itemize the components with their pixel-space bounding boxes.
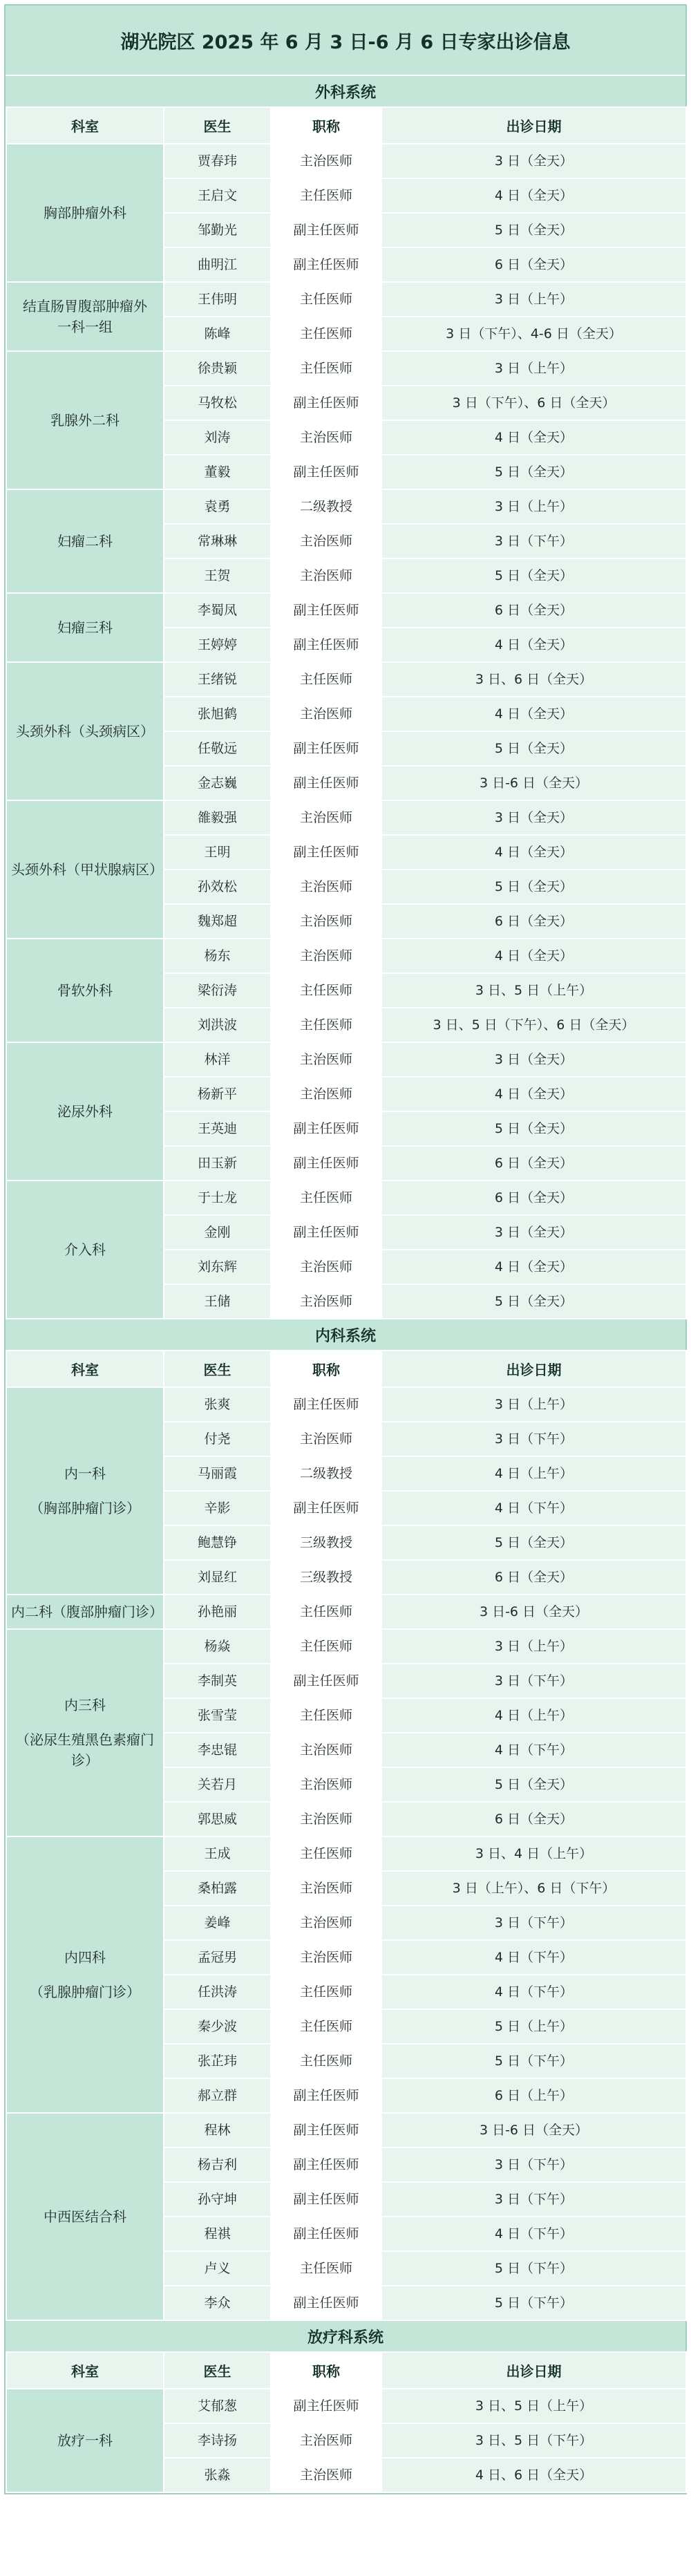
doctor-name: 金刚	[164, 1215, 271, 1250]
header-row	[6, 1351, 686, 1387]
doctor-title: 主任医师	[271, 1181, 381, 1215]
clinic-date: 3 日、5 日（上午）	[381, 973, 686, 1008]
doctor-name: 曲明江	[164, 247, 271, 282]
clinic-date: 4 日（全天）	[381, 939, 686, 973]
doctor-title: 主治医师	[271, 800, 381, 835]
date-header: 出诊日期	[381, 2352, 686, 2389]
clinic-date: 3 日、5 日（下午）	[381, 2423, 686, 2458]
doctor-title: 副主任医师	[271, 593, 381, 628]
doctor-title: 副主任医师	[271, 1146, 381, 1181]
doctor-title: 主任医师	[271, 662, 381, 697]
clinic-date: 4 日（全天）	[381, 628, 686, 662]
department-cell	[6, 1042, 164, 1181]
doctor-name: 魏郑超	[164, 904, 271, 939]
doctor-title: 主治医师	[271, 524, 381, 558]
department-cell	[6, 2113, 164, 2320]
department-name-line: 头颈外科（头颈病区）	[16, 723, 154, 740]
clinic-date: 6 日（全天）	[381, 1146, 686, 1181]
doctor-title: 主任医师	[271, 2044, 381, 2078]
page-title: 湖光院区 2025 年 6 月 3 日-6 月 6 日专家出诊信息	[6, 6, 685, 76]
clinic-date: 5 日（全天）	[381, 558, 686, 593]
clinic-date: 3 日（全天）	[381, 1042, 686, 1077]
clinic-date: 4 日（下午）	[381, 2217, 686, 2251]
schedule-table	[6, 2351, 687, 2493]
doctor-name: 王英迪	[164, 1111, 271, 1146]
clinic-date: 4 日（下午）	[381, 1733, 686, 1767]
department-name-line: 内三科	[64, 1697, 106, 1713]
doctor-title: 副主任医师	[271, 731, 381, 766]
section-header: 放疗科系统	[6, 2321, 685, 2351]
doctor-name: 郝立群	[164, 2078, 271, 2113]
doctor-title: 副主任医师	[271, 2147, 381, 2182]
doctor-name: 邹勤光	[164, 213, 271, 247]
section-header: 外科系统	[6, 76, 685, 106]
doctor-title: 副主任医师	[271, 1387, 381, 1422]
clinic-date: 5 日（全天）	[381, 455, 686, 489]
table-row	[6, 351, 686, 386]
department-name-line: 骨软外科	[57, 982, 113, 999]
department-cell	[6, 1181, 164, 1319]
doctor-title: 主治医师	[271, 144, 381, 178]
clinic-date: 6 日（全天）	[381, 1181, 686, 1215]
doctor-name: 金志巍	[164, 766, 271, 800]
doctor-name: 姜峰	[164, 1906, 271, 1940]
doctor-name: 马牧松	[164, 386, 271, 420]
department-cell	[6, 1387, 164, 1595]
doctor-title: 主治医师	[271, 1802, 381, 1836]
department-name-line: 内一科	[64, 1465, 106, 1482]
doctor-name: 徐贵颖	[164, 351, 271, 386]
clinic-date: 5 日（上午）	[381, 2009, 686, 2044]
department-name-line: 泌尿外科	[57, 1103, 113, 1120]
doctor-title: 主治医师	[271, 1871, 381, 1906]
doctor-name: 杨东	[164, 939, 271, 973]
department-name-line: （乳腺肿瘤门诊）	[30, 1984, 140, 2000]
doctor-title: 主任医师	[271, 351, 381, 386]
clinic-date: 6 日（全天）	[381, 1560, 686, 1595]
department-name-line: 结直肠胃腹部肿瘤外	[23, 298, 147, 314]
department-name-line: 妇瘤二科	[57, 533, 113, 549]
clinic-date: 3 日（下午）	[381, 524, 686, 558]
clinic-date: 4 日（全天）	[381, 1250, 686, 1284]
doctor-name: 刘洪波	[164, 1008, 271, 1042]
doctor-title: 三级教授	[271, 1560, 381, 1595]
doctor-title: 主治医师	[271, 558, 381, 593]
table-row	[6, 593, 686, 628]
doctor-name: 艾郁葱	[164, 2389, 271, 2423]
doctor-name: 王婷婷	[164, 628, 271, 662]
doctor-name: 王储	[164, 1284, 271, 1319]
table-row	[6, 144, 686, 178]
doctor-title: 二级教授	[271, 1456, 381, 1491]
doctor-name: 程林	[164, 2113, 271, 2147]
clinic-date: 3 日、6 日（全天）	[381, 662, 686, 697]
doctor-name: 陈峰	[164, 317, 271, 351]
doctor-name: 卢义	[164, 2251, 271, 2286]
table-row	[6, 800, 686, 835]
clinic-date: 4 日（全天）	[381, 835, 686, 869]
doctor-name: 杨吉利	[164, 2147, 271, 2182]
doctor-name: 王伟明	[164, 282, 271, 317]
clinic-date: 3 日（上午）	[381, 1629, 686, 1664]
clinic-date: 6 日（上午）	[381, 2078, 686, 2113]
doctor-title: 主治医师	[271, 1284, 381, 1319]
clinic-date: 3 日（下午）、4-6 日（全天）	[381, 317, 686, 351]
doctor-name: 王贺	[164, 558, 271, 593]
clinic-date: 3 日-6 日（全天）	[381, 1595, 686, 1629]
doctor-name: 王启文	[164, 178, 271, 213]
doctor-title: 副主任医师	[271, 2182, 381, 2217]
doctor-title: 副主任医师	[271, 1215, 381, 1250]
doctor-name: 于士龙	[164, 1181, 271, 1215]
schedule-page	[4, 4, 687, 2494]
clinic-date: 3 日（下午）	[381, 2147, 686, 2182]
doctor-name: 王成	[164, 1836, 271, 1871]
clinic-date: 5 日（全天）	[381, 1111, 686, 1146]
doctor-title: 副主任医师	[271, 2078, 381, 2113]
department-name-line: 头颈外科（甲状腺病区）	[11, 861, 163, 878]
sections-container	[6, 76, 685, 2493]
doctor-title: 主治医师	[271, 1767, 381, 1802]
department-name-line: 胸部肿瘤外科	[44, 205, 126, 221]
clinic-date: 3 日（上午）	[381, 351, 686, 386]
clinic-date: 4 日（上午）	[381, 1698, 686, 1733]
doctor-name: 张旭鹤	[164, 697, 271, 731]
clinic-date: 3 日（全天）	[381, 1215, 686, 1250]
doctor-name: 杨新平	[164, 1077, 271, 1111]
doctor-title: 二级教授	[271, 489, 381, 524]
clinic-date: 4 日（上午）	[381, 1456, 686, 1491]
doctor-name: 孙守坤	[164, 2182, 271, 2217]
clinic-date: 6 日（全天）	[381, 247, 686, 282]
doctor-title: 主治医师	[271, 869, 381, 904]
doctor-name: 鲍慧铮	[164, 1525, 271, 1560]
department-name-line: （胸部肿瘤门诊）	[30, 1500, 140, 1516]
doctor-title: 主任医师	[271, 282, 381, 317]
doctor-title: 副主任医师	[271, 1491, 381, 1525]
clinic-date: 5 日（全天）	[381, 731, 686, 766]
doctor-name: 关若月	[164, 1767, 271, 1802]
table-row	[6, 662, 686, 697]
clinic-date: 4 日（下午）	[381, 1491, 686, 1525]
doctor-title: 主任医师	[271, 2009, 381, 2044]
department-name-line: 一科一组	[57, 319, 113, 335]
clinic-date: 5 日（全天）	[381, 1525, 686, 1560]
doctor-name: 袁勇	[164, 489, 271, 524]
department-cell	[6, 800, 164, 939]
clinic-date: 3 日（全天）	[381, 800, 686, 835]
doctor-title: 副主任医师	[271, 835, 381, 869]
doctor-name: 田玉新	[164, 1146, 271, 1181]
table-row	[6, 1181, 686, 1215]
doctor-name: 任敬远	[164, 731, 271, 766]
doctor-title: 主任医师	[271, 1629, 381, 1664]
doctor-title: 主治医师	[271, 1042, 381, 1077]
doctor-name: 郭思威	[164, 1802, 271, 1836]
clinic-date: 4 日（全天）	[381, 178, 686, 213]
table-row	[6, 282, 686, 317]
doctor-title: 主治医师	[271, 1422, 381, 1456]
department-name-line: 中西医结合科	[44, 2208, 126, 2225]
clinic-date: 3 日（下午）、6 日（全天）	[381, 386, 686, 420]
clinic-date: 5 日（下午）	[381, 2044, 686, 2078]
department-cell	[6, 282, 164, 351]
department-cell	[6, 939, 164, 1042]
clinic-date: 3 日（全天）	[381, 144, 686, 178]
department-name-line: 乳腺外二科	[50, 412, 120, 429]
department-name-line: 内二科（腹部肿瘤门诊）	[11, 1604, 163, 1620]
clinic-date: 3 日（下午）	[381, 1664, 686, 1698]
doctor-title: 主任医师	[271, 178, 381, 213]
doctor-name: 桑柏露	[164, 1871, 271, 1906]
clinic-date: 5 日（全天）	[381, 869, 686, 904]
dept-header: 科室	[6, 2352, 164, 2389]
doctor-title: 主任医师	[271, 1836, 381, 1871]
doctor-name: 雒毅强	[164, 800, 271, 835]
doctor-name: 林洋	[164, 1042, 271, 1077]
doctor-name: 董毅	[164, 455, 271, 489]
doctor-name: 王明	[164, 835, 271, 869]
department-cell	[6, 662, 164, 800]
doctor-title: 主治医师	[271, 2423, 381, 2458]
department-cell	[6, 144, 164, 282]
clinic-date: 5 日（全天）	[381, 1767, 686, 1802]
doctor-name: 李忠锟	[164, 1733, 271, 1767]
dept-header: 科室	[6, 1351, 164, 1387]
doctor-name: 王绪锐	[164, 662, 271, 697]
doctor-title: 副主任医师	[271, 628, 381, 662]
doctor-title: 主任医师	[271, 1698, 381, 1733]
doctor-title: 主任医师	[271, 2251, 381, 2286]
title-header: 职称	[271, 107, 381, 144]
clinic-date: 5 日（下午）	[381, 2251, 686, 2286]
clinic-date: 6 日（全天）	[381, 593, 686, 628]
doctor-name: 马丽霞	[164, 1456, 271, 1491]
doctor-name: 刘东辉	[164, 1250, 271, 1284]
doctor-name: 梁衍涛	[164, 973, 271, 1008]
clinic-date: 3 日（下午）	[381, 1906, 686, 1940]
table-row	[6, 1629, 686, 1664]
doctor-name: 孟冠男	[164, 1940, 271, 1975]
clinic-date: 5 日（全天）	[381, 213, 686, 247]
doctor-name: 杨焱	[164, 1629, 271, 1664]
doctor-name: 李诗扬	[164, 2423, 271, 2458]
doctor-title: 主治医师	[271, 1733, 381, 1767]
table-row	[6, 1387, 686, 1422]
doctor-name: 程祺	[164, 2217, 271, 2251]
doctor-title: 副主任医师	[271, 213, 381, 247]
department-cell	[6, 1629, 164, 1836]
doctor-name: 李众	[164, 2286, 271, 2320]
doctor-title: 副主任医师	[271, 1111, 381, 1146]
doctor-title: 副主任医师	[271, 766, 381, 800]
table-row	[6, 1595, 686, 1629]
department-name-line: 介入科	[64, 1241, 106, 1258]
clinic-date: 3 日（上午）、6 日（下午）	[381, 1871, 686, 1906]
department-cell	[6, 1595, 164, 1629]
clinic-date: 4 日（下午）	[381, 1940, 686, 1975]
doctor-title: 主治医师	[271, 939, 381, 973]
doctor-name: 刘涛	[164, 420, 271, 455]
department-cell	[6, 351, 164, 489]
clinic-date: 4 日（全天）	[381, 697, 686, 731]
doctor-title: 副主任医师	[271, 386, 381, 420]
section-header: 内科系统	[6, 1319, 685, 1350]
doctor-header: 医生	[164, 1351, 271, 1387]
doctor-title: 副主任医师	[271, 2217, 381, 2251]
doctor-header: 医生	[164, 107, 271, 144]
doctor-title: 副主任医师	[271, 1664, 381, 1698]
doctor-title: 主治医师	[271, 1906, 381, 1940]
doctor-title: 主任医师	[271, 317, 381, 351]
department-name-line: 放疗一科	[57, 2432, 113, 2449]
clinic-date: 3 日、4 日（上午）	[381, 1836, 686, 1871]
doctor-title: 主治医师	[271, 2458, 381, 2492]
doctor-title: 副主任医师	[271, 455, 381, 489]
clinic-date: 6 日（全天）	[381, 1802, 686, 1836]
doctor-title: 三级教授	[271, 1525, 381, 1560]
clinic-date: 3 日（上午）	[381, 489, 686, 524]
doctor-title: 主任医师	[271, 1595, 381, 1629]
doctor-title: 主治医师	[271, 1077, 381, 1111]
department-cell	[6, 489, 164, 593]
clinic-date: 4 日（下午）	[381, 1975, 686, 2009]
doctor-title: 主治医师	[271, 420, 381, 455]
clinic-date: 3 日-6 日（全天）	[381, 766, 686, 800]
doctor-name: 张芷玮	[164, 2044, 271, 2078]
clinic-date: 3 日-6 日（全天）	[381, 2113, 686, 2147]
doctor-name: 付尧	[164, 1422, 271, 1456]
clinic-date: 3 日（上午）	[381, 282, 686, 317]
doctor-header: 医生	[164, 2352, 271, 2389]
doctor-title: 副主任医师	[271, 247, 381, 282]
clinic-date: 5 日（全天）	[381, 1284, 686, 1319]
doctor-title: 主治医师	[271, 697, 381, 731]
dept-header: 科室	[6, 107, 164, 144]
doctor-name: 孙效松	[164, 869, 271, 904]
department-name-line: 内四科	[64, 1949, 106, 1966]
doctor-title: 主任医师	[271, 1975, 381, 2009]
clinic-date: 3 日、5 日（上午）	[381, 2389, 686, 2423]
schedule-table	[6, 1350, 687, 2321]
doctor-title: 副主任医师	[271, 2286, 381, 2320]
department-cell	[6, 593, 164, 662]
doctor-title: 副主任医师	[271, 2389, 381, 2423]
table-row	[6, 2389, 686, 2423]
table-row	[6, 939, 686, 973]
header-row	[6, 2352, 686, 2389]
doctor-title: 主治医师	[271, 904, 381, 939]
doctor-name: 任洪涛	[164, 1975, 271, 2009]
department-name-line: （泌尿生殖黑色素瘤门诊）	[16, 1731, 154, 1769]
doctor-name: 李制英	[164, 1664, 271, 1698]
doctor-name: 刘显红	[164, 1560, 271, 1595]
table-row	[6, 2113, 686, 2147]
doctor-title: 主任医师	[271, 973, 381, 1008]
header-row	[6, 107, 686, 144]
doctor-name: 贾春玮	[164, 144, 271, 178]
doctor-name: 张雪莹	[164, 1698, 271, 1733]
doctor-name: 李蜀凤	[164, 593, 271, 628]
doctor-title: 副主任医师	[271, 2113, 381, 2147]
date-header: 出诊日期	[381, 1351, 686, 1387]
department-name-line: 妇瘤三科	[57, 619, 113, 636]
doctor-title: 主任医师	[271, 1008, 381, 1042]
clinic-date: 4 日、6 日（全天）	[381, 2458, 686, 2492]
doctor-title: 主治医师	[271, 1940, 381, 1975]
date-header: 出诊日期	[381, 107, 686, 144]
doctor-name: 孙艳丽	[164, 1595, 271, 1629]
clinic-date: 4 日（全天）	[381, 1077, 686, 1111]
table-row	[6, 1042, 686, 1077]
doctor-name: 常琳琳	[164, 524, 271, 558]
department-cell	[6, 2389, 164, 2492]
table-row	[6, 489, 686, 524]
table-row	[6, 1836, 686, 1871]
title-header: 职称	[271, 1351, 381, 1387]
doctor-name: 辛影	[164, 1491, 271, 1525]
doctor-name: 张爽	[164, 1387, 271, 1422]
clinic-date: 3 日（上午）	[381, 1387, 686, 1422]
title-header: 职称	[271, 2352, 381, 2389]
doctor-name: 秦少波	[164, 2009, 271, 2044]
clinic-date: 6 日（全天）	[381, 904, 686, 939]
clinic-date: 4 日（全天）	[381, 420, 686, 455]
clinic-date: 3 日（下午）	[381, 2182, 686, 2217]
doctor-name: 张淼	[164, 2458, 271, 2492]
clinic-date: 5 日（下午）	[381, 2286, 686, 2320]
schedule-table	[6, 106, 687, 1319]
doctor-title: 主治医师	[271, 1250, 381, 1284]
clinic-date: 3 日（下午）	[381, 1422, 686, 1456]
clinic-date: 3 日、5 日（下午）、6 日（全天）	[381, 1008, 686, 1042]
department-cell	[6, 1836, 164, 2113]
